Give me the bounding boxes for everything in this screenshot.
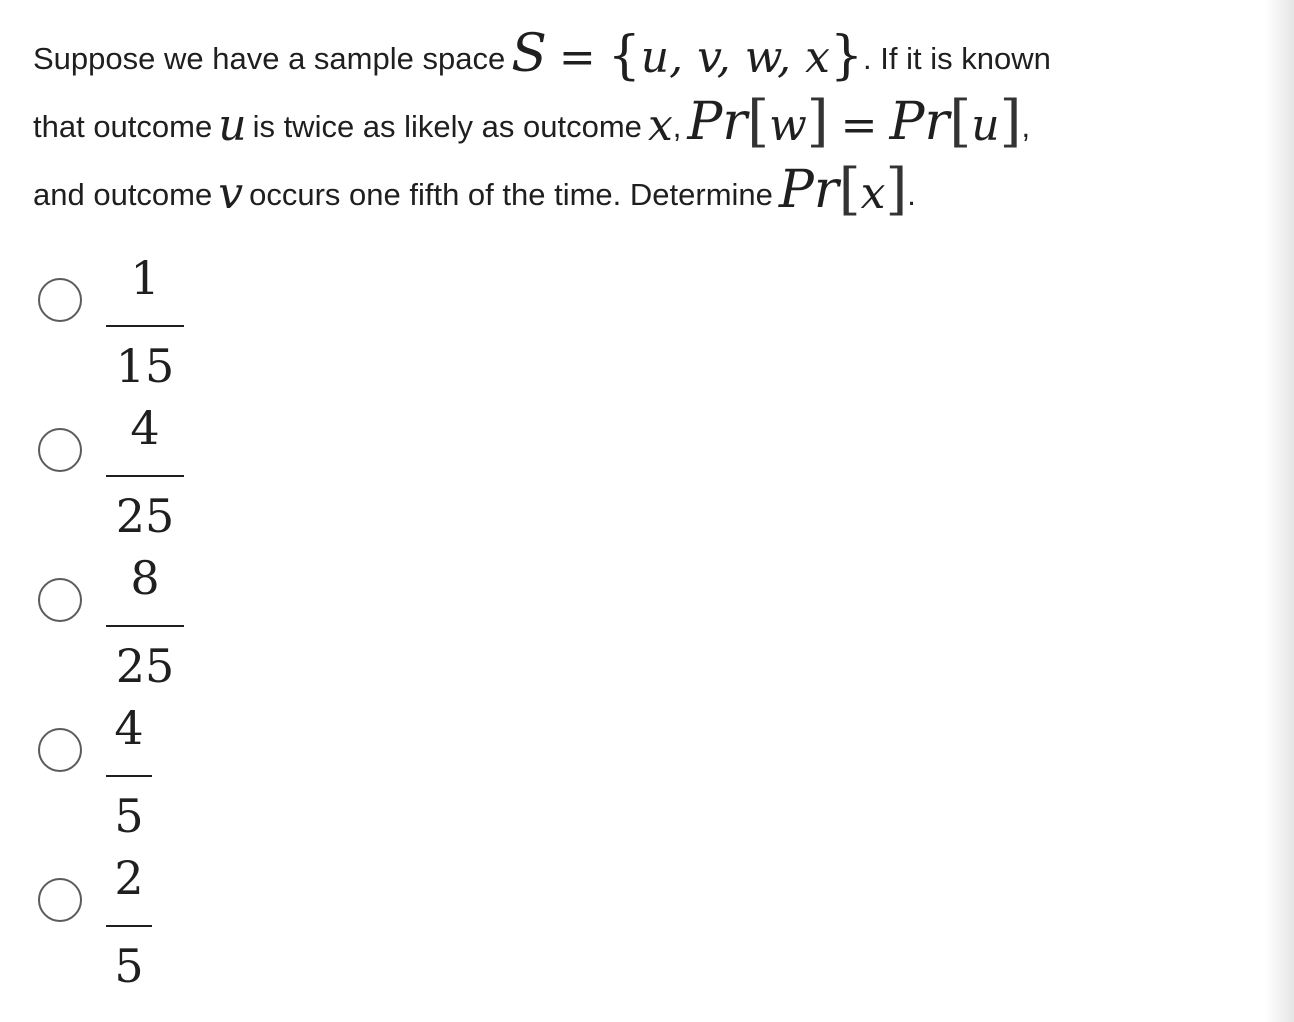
fraction-numerator: 8: [130, 551, 160, 605]
question-text-segment: Suppose we have a sample space: [33, 41, 506, 76]
fraction: [106, 545, 184, 695]
fraction-bar: [106, 925, 152, 927]
question-text-segment: occurs one fifth of the time. Determine: [249, 177, 773, 212]
math-symbol: [: [747, 89, 770, 154]
answer-option[interactable]: [38, 245, 238, 395]
math-symbol: v: [218, 168, 244, 219]
question-text-segment: . If it is known: [863, 41, 1051, 76]
fraction-numerator: 1: [130, 251, 160, 305]
math-symbol: {: [607, 26, 641, 86]
fraction: [106, 845, 152, 995]
math-symbol: }: [829, 26, 864, 86]
fraction-bar: [106, 625, 184, 627]
question-line-3: [33, 150, 1278, 222]
question-text-segment: is twice as likely as outcome: [252, 109, 642, 144]
fraction-bar: [106, 475, 184, 477]
math-symbol: ]: [885, 157, 908, 222]
question-text-segment: ,: [672, 109, 682, 144]
question-text-segment: ,: [1021, 109, 1031, 144]
math-symbol: u: [218, 100, 247, 151]
fraction-bar: [106, 325, 184, 327]
question-text-segment: .: [907, 177, 916, 212]
math-symbol: =: [840, 100, 878, 151]
math-symbol: [: [838, 157, 861, 222]
math-symbol: S: [511, 24, 547, 84]
question-line-2: [33, 82, 1278, 154]
radio-button[interactable]: [38, 728, 82, 772]
radio-button[interactable]: [38, 578, 82, 622]
fraction-denominator: 5: [114, 939, 144, 993]
math-symbol: w: [769, 100, 807, 151]
math-symbol: x: [647, 100, 673, 151]
question-text-segment: and outcome: [33, 177, 213, 212]
math-symbol: Pr: [778, 160, 839, 220]
answer-option[interactable]: [38, 395, 238, 545]
fraction: [106, 395, 184, 545]
math-symbol: ]: [806, 89, 829, 154]
math-expression: u, v, w, x: [640, 32, 830, 83]
question-line-1: [33, 14, 1278, 86]
math-symbol: [: [949, 89, 972, 154]
answer-option[interactable]: [38, 695, 238, 845]
fraction-denominator: 25: [115, 639, 175, 693]
fraction-numerator: 2: [114, 851, 144, 905]
math-symbol: u: [971, 100, 1000, 151]
math-symbol: Pr: [889, 92, 950, 152]
answer-option[interactable]: [38, 545, 238, 695]
answer-option[interactable]: [38, 845, 238, 995]
math-symbol: x: [860, 168, 886, 219]
fraction-numerator: 4: [130, 401, 160, 455]
question-text: [33, 14, 1278, 222]
question-text-segment: that outcome: [33, 109, 213, 144]
fraction-denominator: 25: [115, 489, 175, 543]
math-symbol: =: [558, 32, 596, 83]
fraction: [106, 245, 184, 395]
fraction-denominator: 5: [114, 789, 144, 843]
fraction-denominator: 15: [115, 339, 175, 393]
fraction-numerator: 4: [114, 701, 144, 755]
radio-button[interactable]: [38, 278, 82, 322]
fraction: [106, 695, 152, 845]
fraction-bar: [106, 775, 152, 777]
math-symbol: ]: [999, 89, 1022, 154]
math-symbol: Pr: [687, 92, 748, 152]
radio-button[interactable]: [38, 878, 82, 922]
radio-button[interactable]: [38, 428, 82, 472]
